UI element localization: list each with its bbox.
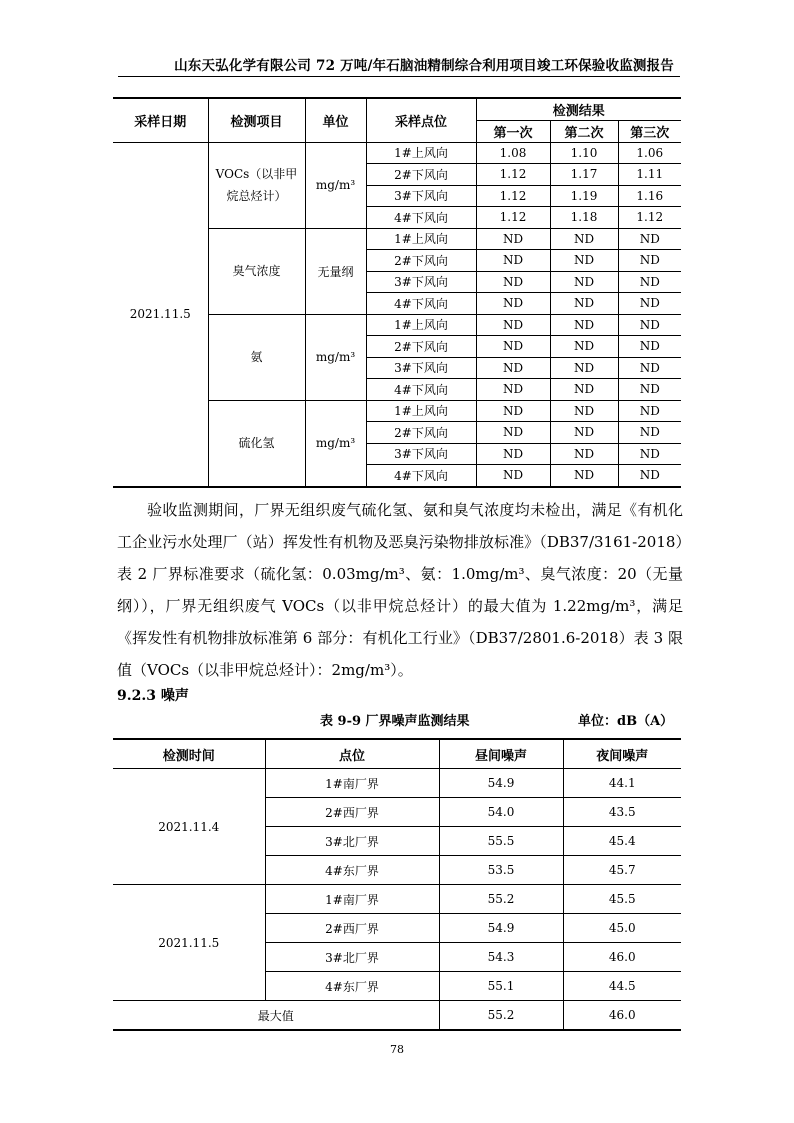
test-item: 氨	[208, 314, 305, 400]
result-value: 1.17	[550, 164, 618, 186]
sample-point: 1#上风向	[366, 142, 476, 164]
result-value: ND	[476, 293, 550, 315]
result-value: ND	[476, 379, 550, 401]
day-noise: 54.9	[439, 914, 563, 943]
header-unit: 单位	[305, 98, 366, 142]
noise-point: 4#东厂界	[265, 972, 439, 1001]
result-value: ND	[618, 336, 681, 358]
result-value: ND	[550, 271, 618, 293]
result-value: ND	[618, 422, 681, 444]
sample-point: 1#上风向	[366, 400, 476, 422]
result-value: ND	[550, 250, 618, 272]
sample-point: 3#下风向	[366, 271, 476, 293]
sample-point: 4#下风向	[366, 293, 476, 315]
night-noise: 43.5	[563, 798, 681, 827]
night-noise: 45.0	[563, 914, 681, 943]
result-value: 1.08	[476, 142, 550, 164]
result-value: 1.19	[550, 185, 618, 207]
result-value: ND	[550, 422, 618, 444]
sample-point: 1#上风向	[366, 228, 476, 250]
page-number: 78	[390, 1043, 404, 1056]
result-value: ND	[618, 400, 681, 422]
result-value: 1.12	[476, 185, 550, 207]
noise-point: 1#南厂界	[265, 885, 439, 914]
result-value: 1.16	[618, 185, 681, 207]
night-noise: 46.0	[563, 943, 681, 972]
result-value: ND	[476, 228, 550, 250]
result-value: ND	[618, 314, 681, 336]
sample-point: 4#下风向	[366, 379, 476, 401]
result-value: ND	[476, 336, 550, 358]
result-value: 1.12	[476, 207, 550, 229]
header-second: 第二次	[550, 120, 618, 142]
result-value: ND	[618, 228, 681, 250]
result-value: ND	[550, 379, 618, 401]
header-time: 检测时间	[113, 739, 265, 769]
noise-point: 3#北厂界	[265, 943, 439, 972]
result-value: ND	[550, 443, 618, 465]
sample-point: 3#下风向	[366, 185, 476, 207]
day-noise: 55.1	[439, 972, 563, 1001]
sample-point: 2#下风向	[366, 250, 476, 272]
header-date: 采样日期	[113, 98, 208, 142]
test-item: 硫化氢	[208, 400, 305, 487]
test-date: 2021.11.4	[113, 769, 265, 885]
sample-point: 2#下风向	[366, 336, 476, 358]
night-noise: 44.1	[563, 769, 681, 798]
test-date: 2021.11.5	[113, 885, 265, 1001]
night-noise: 45.5	[563, 885, 681, 914]
night-noise: 45.4	[563, 827, 681, 856]
paragraph-text: 验收监测期间，厂界无组织废气硫化氢、氨和臭气浓度均未检出，满足《有机化工企业污水处理厂（站）挥发性有机物及恶臭污染物排放标准》（DB37/3161-2018）表 2 厂界标准要求（硫化氢：0.03mg/m³、氨：1.0mg/m³、臭气浓度：20（无量纲）），厂界无组织废气 VOCs（以非甲烷总烃计）的最大值为 1.22mg/m³，满足《挥发性有机物排放标准第 6 部分：有机化工行业》（DB37/2801.6-2018）表 3 限值（VOCs（以非甲烷总烃计）：2mg/m³）。	[117, 501, 683, 679]
table-row	[113, 142, 681, 164]
result-value: ND	[618, 271, 681, 293]
result-value: ND	[476, 271, 550, 293]
result-value: ND	[476, 443, 550, 465]
test-item: VOCs（以非甲烷总烃计）	[208, 142, 305, 228]
header-night: 夜间噪声	[563, 739, 681, 769]
header-rule	[118, 76, 680, 77]
result-value: ND	[618, 379, 681, 401]
result-value: ND	[550, 228, 618, 250]
noise-point: 3#北厂界	[265, 827, 439, 856]
result-value: ND	[618, 443, 681, 465]
result-value: 1.11	[618, 164, 681, 186]
header-day: 昼间噪声	[439, 739, 563, 769]
day-noise: 54.3	[439, 943, 563, 972]
section-heading: 9.2.3 噪声	[117, 688, 189, 704]
result-value: ND	[618, 293, 681, 315]
result-value: ND	[618, 357, 681, 379]
night-noise: 44.5	[563, 972, 681, 1001]
result-value: ND	[550, 293, 618, 315]
day-noise: 53.5	[439, 856, 563, 885]
sample-point: 1#上风向	[366, 314, 476, 336]
result-value: 1.12	[476, 164, 550, 186]
header-point: 采样点位	[366, 98, 476, 142]
result-value: 1.10	[550, 142, 618, 164]
sample-point: 4#下风向	[366, 465, 476, 487]
test-unit: mg/m³	[305, 400, 366, 487]
analysis-paragraph	[117, 494, 683, 686]
noise-point: 4#东厂界	[265, 856, 439, 885]
test-unit: mg/m³	[305, 314, 366, 400]
night-noise: 45.7	[563, 856, 681, 885]
header-result: 检测结果	[476, 98, 681, 120]
result-value: ND	[476, 357, 550, 379]
page-header-title: 山东天弘化学有限公司 72 万吨/年石脑油精制综合利用项目竣工环保验收监测报告	[174, 58, 674, 74]
header-first: 第一次	[476, 120, 550, 142]
header-third: 第三次	[618, 120, 681, 142]
result-value: ND	[550, 400, 618, 422]
result-value: ND	[550, 465, 618, 487]
noise-point: 2#西厂界	[265, 914, 439, 943]
table-row	[113, 885, 681, 914]
result-value: ND	[550, 314, 618, 336]
noise-table	[113, 738, 681, 1031]
result-value: 1.12	[618, 207, 681, 229]
result-value: ND	[476, 422, 550, 444]
sample-date: 2021.11.5	[113, 142, 208, 487]
sample-point: 2#下风向	[366, 164, 476, 186]
header-point: 点位	[265, 739, 439, 769]
day-noise: 55.5	[439, 827, 563, 856]
result-value: ND	[550, 336, 618, 358]
noise-point: 2#西厂界	[265, 798, 439, 827]
sample-point: 3#下风向	[366, 443, 476, 465]
result-value: ND	[476, 250, 550, 272]
sample-point: 3#下风向	[366, 357, 476, 379]
max-label: 最大值	[113, 1001, 439, 1031]
result-value: 1.18	[550, 207, 618, 229]
result-value: ND	[550, 357, 618, 379]
sample-point: 2#下风向	[366, 422, 476, 444]
max-night: 46.0	[563, 1001, 681, 1031]
table-row	[113, 769, 681, 798]
result-value: 1.06	[618, 142, 681, 164]
day-noise: 54.9	[439, 769, 563, 798]
table-caption: 表 9-9 厂界噪声监测结果	[320, 714, 470, 729]
day-noise: 54.0	[439, 798, 563, 827]
noise-point: 1#南厂界	[265, 769, 439, 798]
result-value: ND	[476, 465, 550, 487]
result-value: ND	[618, 250, 681, 272]
gas-monitoring-table	[113, 97, 681, 488]
max-day: 55.2	[439, 1001, 563, 1031]
result-value: ND	[618, 465, 681, 487]
sample-point: 4#下风向	[366, 207, 476, 229]
result-value: ND	[476, 400, 550, 422]
test-unit: mg/m³	[305, 142, 366, 228]
test-item: 臭气浓度	[208, 228, 305, 314]
test-unit: 无量纲	[305, 228, 366, 314]
header-item: 检测项目	[208, 98, 305, 142]
day-noise: 55.2	[439, 885, 563, 914]
table-unit: 单位：dB（A）	[578, 714, 674, 729]
result-value: ND	[476, 314, 550, 336]
